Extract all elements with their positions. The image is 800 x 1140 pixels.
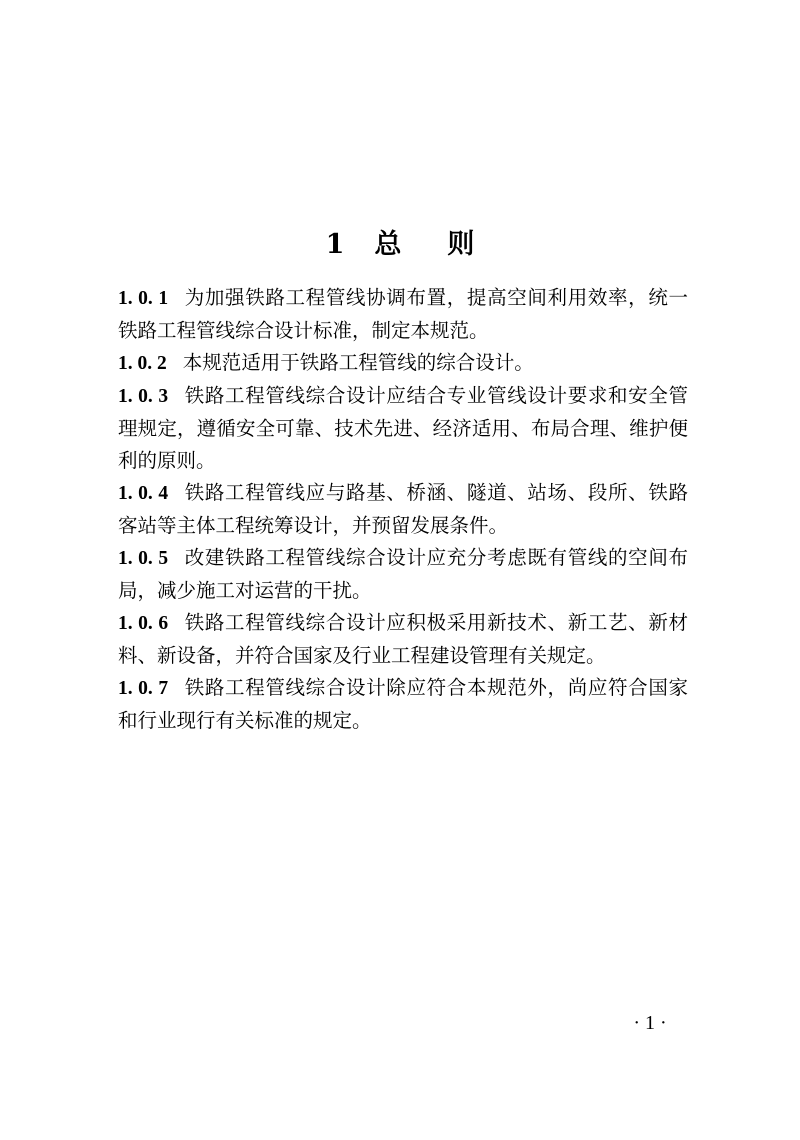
clause-number: 1. 0. 6 xyxy=(118,613,169,634)
clause-number: 1. 0. 5 xyxy=(118,548,169,569)
clause-number: 1. 0. 4 xyxy=(118,483,169,504)
chapter-number: 1 xyxy=(325,229,345,260)
clause-number: 1. 0. 2 xyxy=(118,353,167,374)
chapter-title-part1: 总 xyxy=(374,229,402,260)
clause-text: 铁路工程管线综合设计应结合专业管线设计要求和安全管理规定，遵循安全可靠、技术先进、经济适用、布局合理、维护便利的原则。 xyxy=(118,384,688,472)
clause-text: 改建铁路工程管线综合设计应充分考虑既有管线的空间布局，减少施工对运营的干扰。 xyxy=(118,546,688,602)
clause-1-0-6 xyxy=(118,607,688,672)
clause-1-0-2 xyxy=(118,347,688,380)
clause-text: 本规范适用于铁路工程管线的综合设计。 xyxy=(182,351,534,374)
clause-1-0-3 xyxy=(118,380,688,477)
clause-1-0-7 xyxy=(118,672,688,737)
clause-text: 铁路工程管线综合设计应积极采用新技术、新工艺、新材料、新设备，并符合国家及行业工程建设管理有关规定。 xyxy=(118,611,688,667)
clause-number: 1. 0. 3 xyxy=(118,386,169,407)
clause-number: 1. 0. 1 xyxy=(118,288,169,309)
clause-list xyxy=(118,282,688,737)
clause-1-0-4 xyxy=(118,477,688,542)
clause-text: 铁路工程管线综合设计除应符合本规范外，尚应符合国家和行业现行有关标准的规定。 xyxy=(118,676,688,732)
clause-1-0-1 xyxy=(118,282,688,347)
chapter-title xyxy=(0,222,800,261)
chapter-title-part2: 则 xyxy=(447,229,475,260)
clause-text: 铁路工程管线应与路基、桥涵、隧道、站场、段所、铁路客站等主体工程统筹设计，并预留发展条件。 xyxy=(118,481,688,537)
clause-number: 1. 0. 7 xyxy=(118,678,169,699)
page-number: · 1 · xyxy=(633,1012,667,1034)
clause-1-0-5 xyxy=(118,542,688,607)
clause-text: 为加强铁路工程管线协调布置，提高空间利用效率，统一铁路工程管线综合设计标准，制定本规范。 xyxy=(118,286,688,342)
